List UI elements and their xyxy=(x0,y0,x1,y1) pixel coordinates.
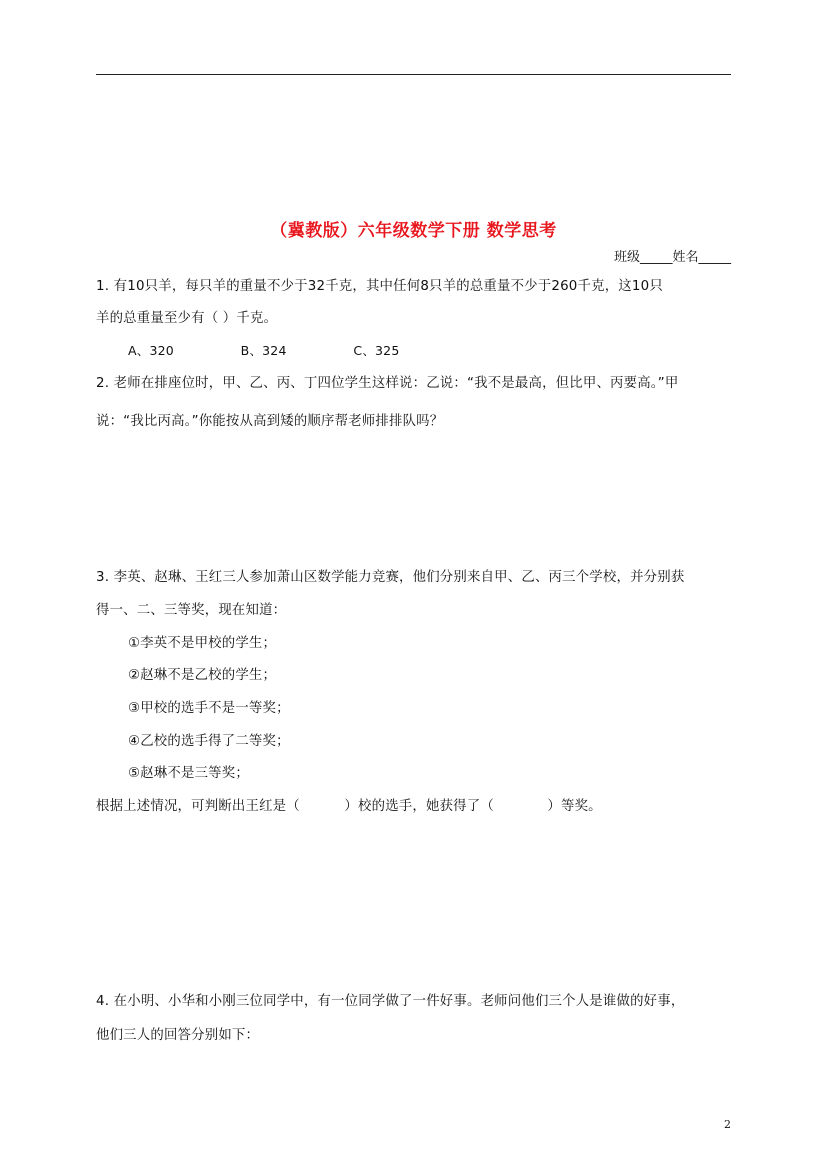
q3-clue: ③甲校的选手不是一等奖； xyxy=(128,701,290,716)
q1-line2: 羊的总重量至少有（ ）千克。 xyxy=(96,311,278,326)
q2-line1: 2. 老师在排座位时，甲、乙、丙、丁四位学生这样说：乙说：“我不是最高，但比甲、丙要高。”甲 xyxy=(96,376,679,391)
q3-clue: ⑤赵琳不是三等奖； xyxy=(128,766,249,781)
page-title: （冀教版）六年级数学下册 数学思考 xyxy=(270,221,557,241)
q4-line2: 他们三人的回答分别如下： xyxy=(96,1028,260,1043)
header-rule xyxy=(96,74,731,75)
q4-line1: 4. 在小明、小华和小刚三位同学中，有一位同学做了一件好事。老师问他们三个人是谁做的好事， xyxy=(96,994,685,1009)
q3-clue: ①李英不是甲校的学生； xyxy=(128,636,277,651)
q3-line2: 得一、二、三等奖，现在知道： xyxy=(96,603,287,618)
class-name-field: 班级_____姓名_____ xyxy=(613,250,731,265)
q1-options: A、320 B、324 C、325 xyxy=(128,343,400,358)
q3-clue: ④乙校的选手得了二等奖； xyxy=(128,734,290,749)
q3-line1: 3. 李英、赵琳、王红三人参加萧山区数学能力竞赛，他们分别来自甲、乙、丙三个学校，并分别获 xyxy=(96,570,685,585)
page-number: 2 xyxy=(724,1118,731,1131)
q2-line2: 说：“我比丙高。”你能按从高到矮的顺序帮老师排排队吗？ xyxy=(96,414,444,429)
q3-clue: ②赵琳不是乙校的学生； xyxy=(128,668,277,683)
q3-conclusion: 根据上述情况，可判断出王红是（ ）校的选手，她获得了（ ）等奖。 xyxy=(96,799,602,814)
q1-line1: 1. 有10只羊，每只羊的重量不少于32千克，其中任何8只羊的总重量不少于260千克，这10只 xyxy=(96,279,663,294)
